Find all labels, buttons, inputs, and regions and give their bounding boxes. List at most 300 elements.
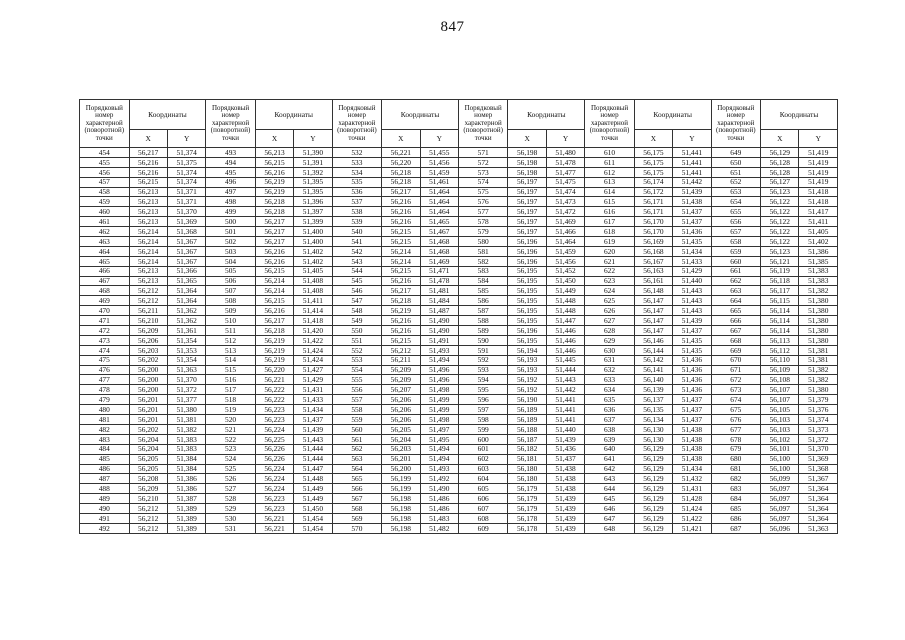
point-number-cell: 526 <box>206 474 256 484</box>
y-coordinate-cell: 51,447 <box>294 464 332 474</box>
x-coordinate-cell: 56,198 <box>382 504 420 514</box>
x-coordinate-cell: 56,206 <box>382 405 420 415</box>
point-number-cell: 457 <box>80 177 130 187</box>
y-coordinate-cell: 51,372 <box>799 434 838 444</box>
point-number-header: Порядковый номер характерной (поворотной) точки <box>206 100 256 148</box>
point-number-cell: 527 <box>206 484 256 494</box>
table-row <box>80 464 838 474</box>
point-number-cell: 651 <box>711 167 761 177</box>
x-coordinate-cell: 56,147 <box>634 326 672 336</box>
table-row <box>80 365 838 375</box>
x-coordinate-cell: 56,137 <box>634 395 672 405</box>
y-coordinate-cell: 51,494 <box>420 444 458 454</box>
x-coordinate-cell: 56,216 <box>382 316 420 326</box>
x-coordinate-cell: 56,201 <box>129 395 167 405</box>
y-coordinate-cell: 51,437 <box>546 454 584 464</box>
x-coordinate-cell: 56,192 <box>508 385 546 395</box>
x-coordinate-cell: 56,219 <box>255 355 293 365</box>
x-coordinate-cell: 56,204 <box>129 444 167 454</box>
x-coordinate-cell: 56,218 <box>382 177 420 187</box>
point-number-cell: 475 <box>80 355 130 365</box>
y-coordinate-cell: 51,448 <box>546 296 584 306</box>
y-coordinate-cell: 51,487 <box>420 306 458 316</box>
y-coordinate-cell: 51,436 <box>673 227 711 237</box>
y-coordinate-cell: 51,437 <box>673 326 711 336</box>
point-number-cell: 530 <box>206 513 256 523</box>
x-coordinate-cell: 56,216 <box>382 197 420 207</box>
y-coordinate-cell: 51,438 <box>546 464 584 474</box>
y-coordinate-cell: 51,371 <box>167 197 205 207</box>
y-coordinate-cell: 51,441 <box>673 167 711 177</box>
x-coordinate-cell: 56,215 <box>382 266 420 276</box>
point-number-cell: 488 <box>80 484 130 494</box>
x-coordinate-cell: 56,214 <box>129 227 167 237</box>
y-coordinate-cell: 51,492 <box>420 474 458 484</box>
table-row <box>80 148 838 158</box>
y-coordinate-cell: 51,441 <box>673 148 711 158</box>
point-number-cell: 557 <box>332 395 382 405</box>
x-coordinate-cell: 56,196 <box>508 246 546 256</box>
x-coordinate-cell: 56,193 <box>508 355 546 365</box>
y-coordinate-cell: 51,437 <box>673 405 711 415</box>
y-coordinate-cell: 51,467 <box>420 227 458 237</box>
x-coordinate-cell: 56,129 <box>761 148 799 158</box>
point-number-cell: 600 <box>458 434 508 444</box>
point-number-cell: 484 <box>80 444 130 454</box>
point-number-cell: 493 <box>206 148 256 158</box>
y-coordinate-cell: 51,364 <box>799 513 838 523</box>
point-number-cell: 613 <box>585 177 635 187</box>
x-coordinate-cell: 56,219 <box>255 345 293 355</box>
point-number-cell: 582 <box>458 256 508 266</box>
y-coordinate-cell: 51,466 <box>546 227 584 237</box>
y-coordinate-cell: 51,474 <box>546 187 584 197</box>
point-number-cell: 460 <box>80 207 130 217</box>
y-coordinate-cell: 51,477 <box>546 167 584 177</box>
y-coordinate-cell: 51,382 <box>799 286 838 296</box>
point-number-cell: 678 <box>711 434 761 444</box>
point-number-cell: 517 <box>206 385 256 395</box>
y-coordinate-cell: 51,363 <box>167 365 205 375</box>
x-coordinate-cell: 56,190 <box>508 395 546 405</box>
y-coordinate-cell: 51,369 <box>799 454 838 464</box>
y-coordinate-cell: 51,478 <box>420 276 458 286</box>
table-row <box>80 316 838 326</box>
x-coordinate-cell: 56,209 <box>129 326 167 336</box>
y-coordinate-cell: 51,480 <box>546 148 584 158</box>
point-number-cell: 572 <box>458 157 508 167</box>
point-number-cell: 684 <box>711 494 761 504</box>
x-coordinate-cell: 56,213 <box>129 187 167 197</box>
point-number-cell: 508 <box>206 296 256 306</box>
point-number-cell: 568 <box>332 504 382 514</box>
point-number-cell: 597 <box>458 405 508 415</box>
table-row <box>80 306 838 316</box>
point-number-cell: 645 <box>585 494 635 504</box>
point-number-cell: 592 <box>458 355 508 365</box>
point-number-cell: 497 <box>206 187 256 197</box>
y-coordinate-cell: 51,439 <box>294 424 332 434</box>
x-coordinate-cell: 56,200 <box>129 385 167 395</box>
point-number-cell: 626 <box>585 306 635 316</box>
x-coordinate-cell: 56,200 <box>129 375 167 385</box>
table-row <box>80 415 838 425</box>
point-number-cell: 478 <box>80 385 130 395</box>
y-coordinate-cell: 51,417 <box>799 207 838 217</box>
x-coordinate-cell: 56,215 <box>382 227 420 237</box>
y-coordinate-cell: 51,395 <box>294 177 332 187</box>
point-number-cell: 549 <box>332 316 382 326</box>
y-coordinate-cell: 51,444 <box>294 454 332 464</box>
point-number-cell: 546 <box>332 286 382 296</box>
y-coordinate-cell: 51,424 <box>673 504 711 514</box>
point-number-cell: 598 <box>458 415 508 425</box>
x-coordinate-cell: 56,219 <box>255 187 293 197</box>
y-coordinate-cell: 51,439 <box>546 434 584 444</box>
point-number-cell: 661 <box>711 266 761 276</box>
x-coordinate-cell: 56,198 <box>508 148 546 158</box>
point-number-cell: 659 <box>711 246 761 256</box>
x-coordinate-cell: 56,129 <box>634 513 672 523</box>
coordinates-header: Координаты <box>634 100 711 130</box>
y-header: Y <box>420 130 458 148</box>
point-number-cell: 476 <box>80 365 130 375</box>
x-coordinate-cell: 56,222 <box>255 385 293 395</box>
y-coordinate-cell: 51,383 <box>799 266 838 276</box>
x-coordinate-cell: 56,224 <box>255 474 293 484</box>
point-number-cell: 656 <box>711 217 761 227</box>
point-number-cell: 529 <box>206 504 256 514</box>
y-coordinate-cell: 51,362 <box>167 306 205 316</box>
y-coordinate-cell: 51,486 <box>420 494 458 504</box>
point-number-cell: 589 <box>458 326 508 336</box>
y-coordinate-cell: 51,443 <box>673 286 711 296</box>
x-coordinate-cell: 56,200 <box>382 464 420 474</box>
point-number-cell: 585 <box>458 286 508 296</box>
point-number-cell: 458 <box>80 187 130 197</box>
x-coordinate-cell: 56,188 <box>508 424 546 434</box>
y-coordinate-cell: 51,450 <box>546 276 584 286</box>
y-coordinate-cell: 51,440 <box>673 276 711 286</box>
x-coordinate-cell: 56,216 <box>382 207 420 217</box>
y-coordinate-cell: 51,428 <box>673 494 711 504</box>
y-coordinate-cell: 51,446 <box>546 345 584 355</box>
x-coordinate-cell: 56,203 <box>129 345 167 355</box>
y-coordinate-cell: 51,486 <box>420 504 458 514</box>
y-coordinate-cell: 51,392 <box>294 167 332 177</box>
point-number-cell: 620 <box>585 246 635 256</box>
y-coordinate-cell: 51,438 <box>673 424 711 434</box>
point-number-cell: 566 <box>332 484 382 494</box>
y-coordinate-cell: 51,366 <box>167 266 205 276</box>
point-number-cell: 591 <box>458 345 508 355</box>
point-number-cell: 662 <box>711 276 761 286</box>
point-number-cell: 480 <box>80 405 130 415</box>
y-coordinate-cell: 51,490 <box>420 316 458 326</box>
x-coordinate-cell: 56,206 <box>382 415 420 425</box>
y-coordinate-cell: 51,441 <box>673 157 711 167</box>
y-coordinate-cell: 51,435 <box>673 335 711 345</box>
table-row <box>80 197 838 207</box>
x-coordinate-cell: 56,221 <box>255 523 293 533</box>
x-coordinate-cell: 56,195 <box>508 316 546 326</box>
x-coordinate-cell: 56,195 <box>508 266 546 276</box>
x-coordinate-cell: 56,129 <box>634 494 672 504</box>
y-coordinate-cell: 51,496 <box>420 375 458 385</box>
point-number-cell: 571 <box>458 148 508 158</box>
point-number-cell: 501 <box>206 227 256 237</box>
x-coordinate-cell: 56,216 <box>129 167 167 177</box>
table-row <box>80 345 838 355</box>
x-coordinate-cell: 56,214 <box>129 256 167 266</box>
table-row <box>80 434 838 444</box>
y-coordinate-cell: 51,391 <box>294 157 332 167</box>
x-coordinate-cell: 56,103 <box>761 424 799 434</box>
x-coordinate-cell: 56,206 <box>382 395 420 405</box>
y-coordinate-cell: 51,371 <box>167 187 205 197</box>
x-coordinate-cell: 56,209 <box>382 375 420 385</box>
y-coordinate-cell: 51,385 <box>799 256 838 266</box>
point-number-cell: 658 <box>711 237 761 247</box>
x-coordinate-cell: 56,123 <box>761 187 799 197</box>
x-coordinate-cell: 56,178 <box>508 523 546 533</box>
x-coordinate-cell: 56,211 <box>382 355 420 365</box>
point-number-cell: 649 <box>711 148 761 158</box>
point-number-cell: 499 <box>206 207 256 217</box>
x-coordinate-cell: 56,129 <box>634 464 672 474</box>
x-coordinate-cell: 56,210 <box>129 316 167 326</box>
y-coordinate-cell: 51,429 <box>294 375 332 385</box>
point-number-cell: 481 <box>80 415 130 425</box>
y-coordinate-cell: 51,449 <box>294 484 332 494</box>
point-number-cell: 588 <box>458 316 508 326</box>
x-coordinate-cell: 56,118 <box>761 276 799 286</box>
y-coordinate-cell: 51,383 <box>167 434 205 444</box>
x-coordinate-cell: 56,146 <box>634 335 672 345</box>
table-body <box>80 148 838 534</box>
y-coordinate-cell: 51,370 <box>167 207 205 217</box>
x-coordinate-cell: 56,109 <box>761 365 799 375</box>
x-coordinate-cell: 56,213 <box>129 217 167 227</box>
y-coordinate-cell: 51,365 <box>167 276 205 286</box>
point-number-cell: 650 <box>711 157 761 167</box>
x-coordinate-cell: 56,198 <box>508 157 546 167</box>
x-coordinate-cell: 56,217 <box>129 148 167 158</box>
y-coordinate-cell: 51,499 <box>420 405 458 415</box>
y-coordinate-cell: 51,437 <box>294 415 332 425</box>
table-row <box>80 454 838 464</box>
y-coordinate-cell: 51,499 <box>420 395 458 405</box>
x-coordinate-cell: 56,217 <box>382 187 420 197</box>
point-number-cell: 520 <box>206 415 256 425</box>
x-coordinate-cell: 56,129 <box>634 454 672 464</box>
x-coordinate-cell: 56,195 <box>508 286 546 296</box>
y-coordinate-cell: 51,382 <box>799 375 838 385</box>
y-coordinate-cell: 51,386 <box>167 474 205 484</box>
y-coordinate-cell: 51,408 <box>294 286 332 296</box>
point-number-cell: 465 <box>80 256 130 266</box>
y-coordinate-cell: 51,419 <box>799 157 838 167</box>
point-number-cell: 563 <box>332 454 382 464</box>
point-number-cell: 540 <box>332 227 382 237</box>
x-coordinate-cell: 56,163 <box>634 266 672 276</box>
x-coordinate-cell: 56,225 <box>255 434 293 444</box>
x-coordinate-cell: 56,168 <box>634 246 672 256</box>
x-coordinate-cell: 56,218 <box>255 197 293 207</box>
point-number-cell: 468 <box>80 286 130 296</box>
point-number-cell: 573 <box>458 167 508 177</box>
x-coordinate-cell: 56,147 <box>634 296 672 306</box>
table-row <box>80 444 838 454</box>
point-number-cell: 593 <box>458 365 508 375</box>
y-coordinate-cell: 51,438 <box>546 484 584 494</box>
x-coordinate-cell: 56,179 <box>508 494 546 504</box>
table-row <box>80 256 838 266</box>
y-coordinate-cell: 51,434 <box>294 405 332 415</box>
point-number-cell: 647 <box>585 513 635 523</box>
x-coordinate-cell: 56,213 <box>129 197 167 207</box>
x-coordinate-cell: 56,212 <box>129 296 167 306</box>
point-number-cell: 615 <box>585 197 635 207</box>
x-coordinate-cell: 56,206 <box>129 335 167 345</box>
y-coordinate-cell: 51,387 <box>167 494 205 504</box>
y-coordinate-cell: 51,380 <box>167 405 205 415</box>
y-coordinate-cell: 51,386 <box>799 246 838 256</box>
x-header: X <box>382 130 420 148</box>
point-number-header: Порядковый номер характерной (поворотной) точки <box>332 100 382 148</box>
table-row <box>80 424 838 434</box>
y-coordinate-cell: 51,431 <box>673 484 711 494</box>
y-coordinate-cell: 51,495 <box>420 434 458 444</box>
x-coordinate-cell: 56,205 <box>129 454 167 464</box>
x-coordinate-cell: 56,195 <box>508 276 546 286</box>
y-coordinate-cell: 51,439 <box>546 523 584 533</box>
point-number-cell: 545 <box>332 276 382 286</box>
y-coordinate-cell: 51,468 <box>420 237 458 247</box>
y-coordinate-cell: 51,383 <box>167 444 205 454</box>
point-number-cell: 463 <box>80 237 130 247</box>
y-coordinate-cell: 51,396 <box>294 197 332 207</box>
point-number-cell: 502 <box>206 237 256 247</box>
point-number-cell: 631 <box>585 355 635 365</box>
x-coordinate-cell: 56,100 <box>761 464 799 474</box>
x-coordinate-cell: 56,197 <box>508 177 546 187</box>
point-number-cell: 628 <box>585 326 635 336</box>
point-number-cell: 642 <box>585 464 635 474</box>
table-row <box>80 227 838 237</box>
x-coordinate-cell: 56,213 <box>129 276 167 286</box>
point-number-cell: 610 <box>585 148 635 158</box>
y-header: Y <box>167 130 205 148</box>
point-number-cell: 669 <box>711 345 761 355</box>
y-coordinate-cell: 51,456 <box>546 256 584 266</box>
x-coordinate-cell: 56,097 <box>761 513 799 523</box>
x-coordinate-cell: 56,215 <box>382 335 420 345</box>
y-coordinate-cell: 51,465 <box>420 217 458 227</box>
x-coordinate-cell: 56,201 <box>382 454 420 464</box>
x-coordinate-cell: 56,170 <box>634 217 672 227</box>
x-coordinate-cell: 56,171 <box>634 197 672 207</box>
x-coordinate-cell: 56,221 <box>382 148 420 158</box>
point-number-cell: 657 <box>711 227 761 237</box>
x-coordinate-cell: 56,214 <box>129 246 167 256</box>
y-coordinate-cell: 51,370 <box>799 444 838 454</box>
point-number-cell: 455 <box>80 157 130 167</box>
x-coordinate-cell: 56,223 <box>255 494 293 504</box>
point-number-cell: 483 <box>80 434 130 444</box>
point-number-cell: 479 <box>80 395 130 405</box>
y-coordinate-cell: 51,452 <box>546 266 584 276</box>
table-row <box>80 504 838 514</box>
point-number-cell: 679 <box>711 444 761 454</box>
coordinates-header: Координаты <box>255 100 332 130</box>
y-coordinate-cell: 51,411 <box>799 217 838 227</box>
x-coordinate-cell: 56,212 <box>129 523 167 533</box>
coordinates-header: Координаты <box>382 100 459 130</box>
x-coordinate-cell: 56,197 <box>508 217 546 227</box>
x-coordinate-cell: 56,112 <box>761 345 799 355</box>
point-number-cell: 490 <box>80 504 130 514</box>
point-number-cell: 618 <box>585 227 635 237</box>
y-coordinate-cell: 51,434 <box>673 246 711 256</box>
point-number-cell: 523 <box>206 444 256 454</box>
y-coordinate-cell: 51,414 <box>294 306 332 316</box>
point-number-cell: 646 <box>585 504 635 514</box>
x-coordinate-cell: 56,196 <box>508 326 546 336</box>
point-number-cell: 539 <box>332 217 382 227</box>
x-coordinate-cell: 56,129 <box>634 504 672 514</box>
point-number-cell: 634 <box>585 385 635 395</box>
table-row <box>80 395 838 405</box>
x-coordinate-cell: 56,208 <box>129 474 167 484</box>
point-number-cell: 559 <box>332 415 382 425</box>
table-row <box>80 286 838 296</box>
x-coordinate-cell: 56,167 <box>634 256 672 266</box>
y-coordinate-cell: 51,438 <box>673 197 711 207</box>
point-number-cell: 668 <box>711 335 761 345</box>
x-coordinate-cell: 56,218 <box>382 167 420 177</box>
point-number-cell: 515 <box>206 365 256 375</box>
x-coordinate-cell: 56,170 <box>634 227 672 237</box>
point-number-cell: 586 <box>458 296 508 306</box>
y-coordinate-cell: 51,384 <box>167 454 205 464</box>
point-number-cell: 627 <box>585 316 635 326</box>
point-number-cell: 632 <box>585 365 635 375</box>
point-number-cell: 665 <box>711 306 761 316</box>
y-coordinate-cell: 51,411 <box>294 296 332 306</box>
x-coordinate-cell: 56,215 <box>255 296 293 306</box>
x-coordinate-cell: 56,196 <box>508 237 546 247</box>
y-coordinate-cell: 51,408 <box>294 276 332 286</box>
point-number-cell: 467 <box>80 276 130 286</box>
y-coordinate-cell: 51,442 <box>546 385 584 395</box>
point-number-cell: 579 <box>458 227 508 237</box>
x-coordinate-cell: 56,219 <box>382 306 420 316</box>
point-number-cell: 685 <box>711 504 761 514</box>
x-coordinate-cell: 56,181 <box>508 454 546 464</box>
point-number-cell: 471 <box>80 316 130 326</box>
table-row <box>80 355 838 365</box>
point-number-cell: 587 <box>458 306 508 316</box>
x-coordinate-cell: 56,218 <box>255 326 293 336</box>
y-coordinate-cell: 51,368 <box>167 227 205 237</box>
table-row <box>80 513 838 523</box>
x-coordinate-cell: 56,099 <box>761 474 799 484</box>
y-coordinate-cell: 51,445 <box>546 355 584 365</box>
point-number-cell: 633 <box>585 375 635 385</box>
x-coordinate-cell: 56,097 <box>761 494 799 504</box>
point-number-cell: 492 <box>80 523 130 533</box>
